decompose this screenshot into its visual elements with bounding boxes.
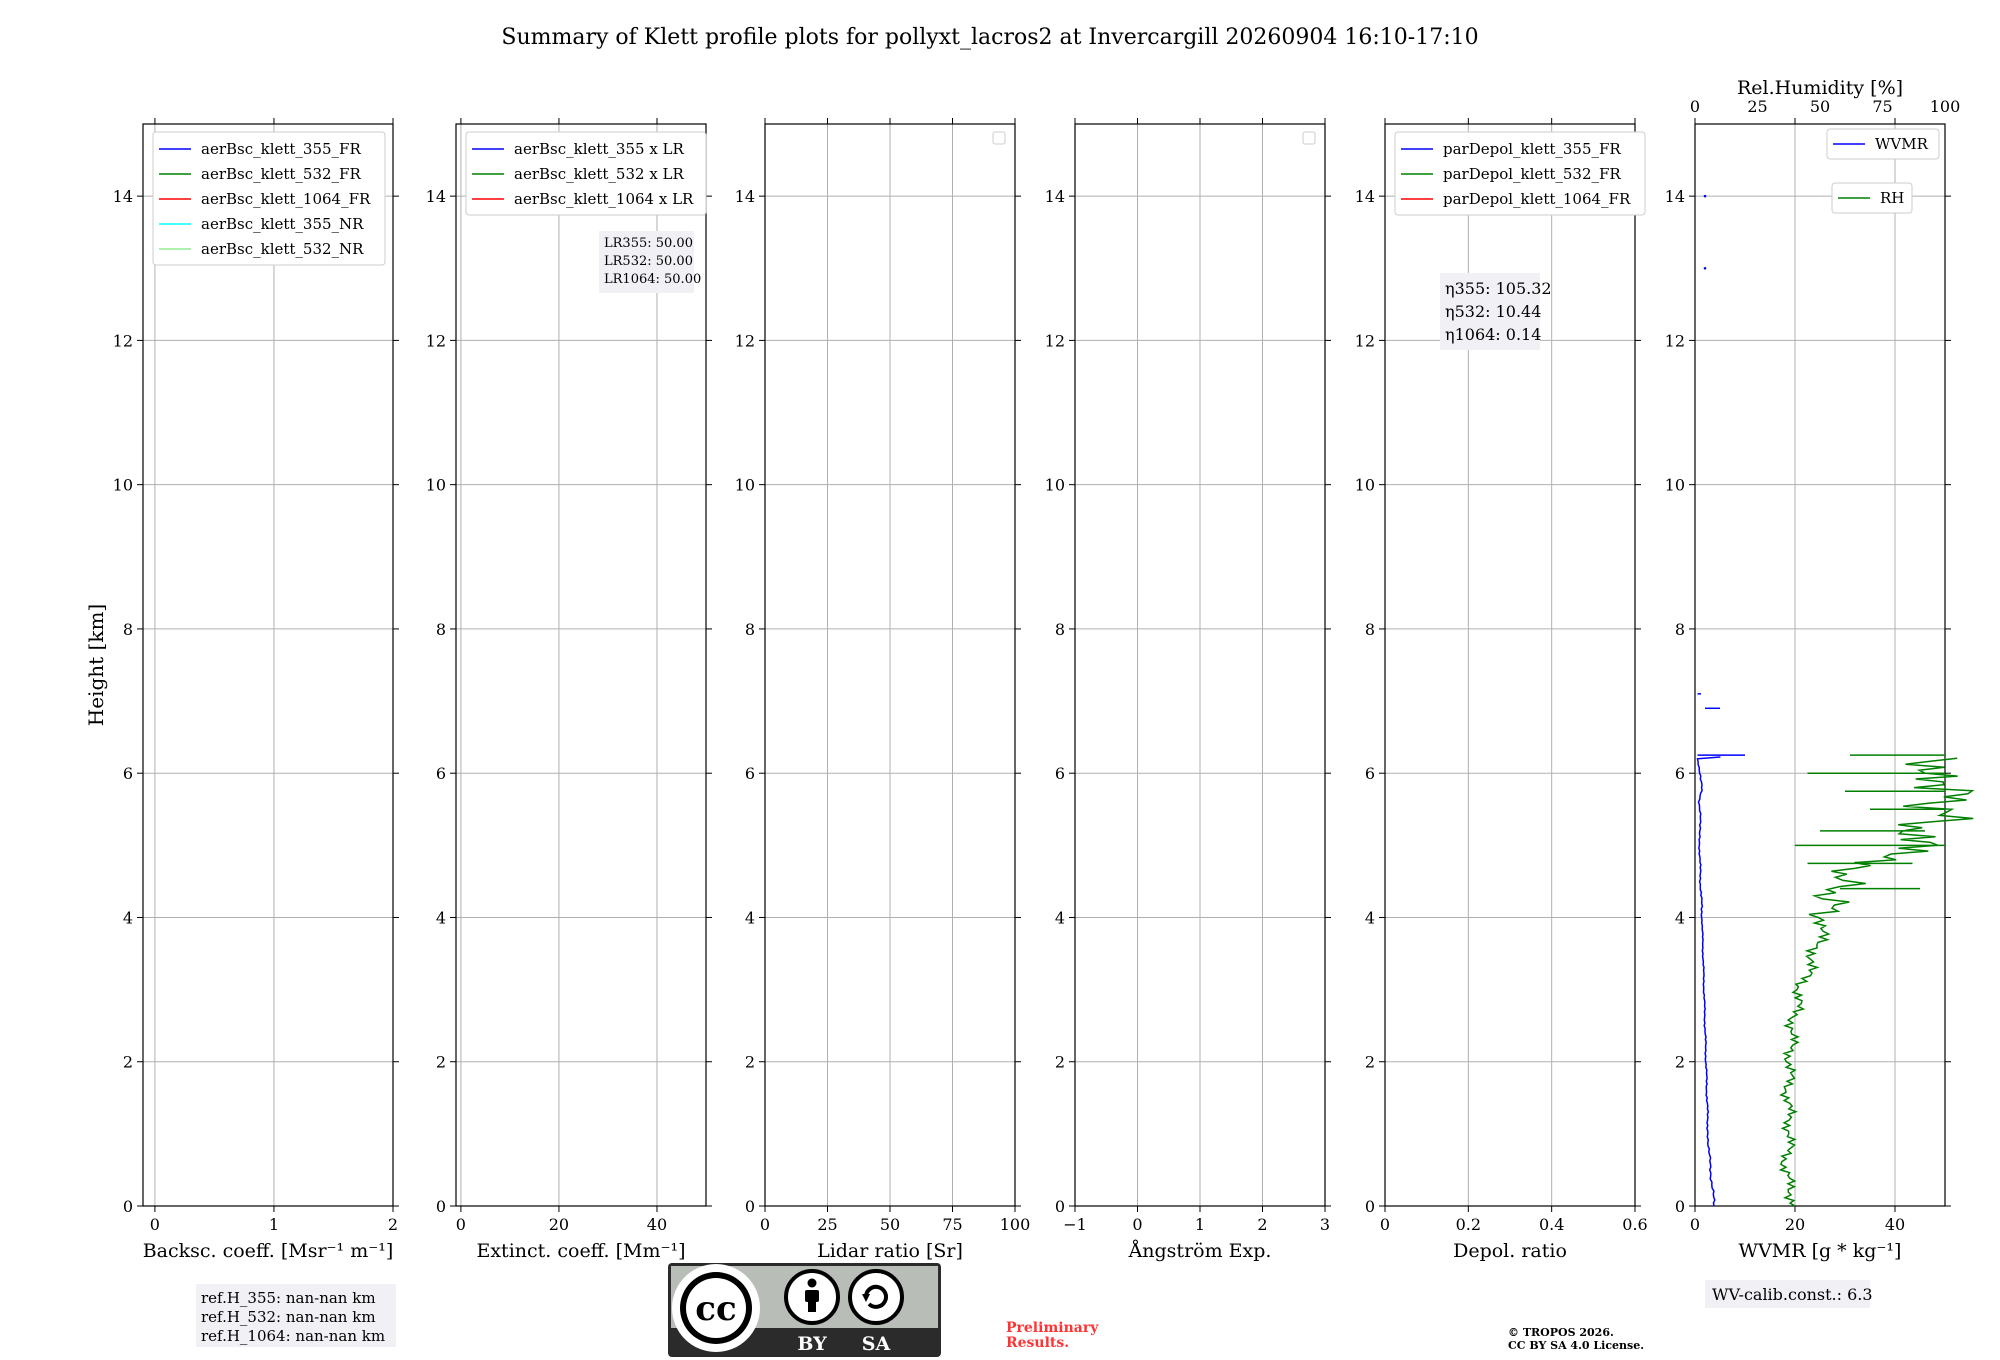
x-tick-label: 3 — [1319, 1215, 1331, 1234]
panel-frame — [143, 124, 393, 1206]
x-tick-label: 0.6 — [1622, 1215, 1648, 1234]
x-tick-label: 0 — [1689, 1215, 1701, 1234]
y-tick-label: 14 — [425, 187, 446, 207]
panels-group — [113, 77, 1974, 1262]
y-tick-label: 4 — [122, 908, 133, 928]
y-tick-label: 0 — [744, 1197, 755, 1216]
ref-heights-box — [196, 1284, 396, 1347]
wv-calib-box — [1705, 1280, 1873, 1308]
y-tick-label: 12 — [1354, 331, 1375, 351]
y-tick-label: 0 — [435, 1197, 446, 1216]
x-tick-label: 0.4 — [1538, 1215, 1565, 1234]
x-tick-label: 2 — [1257, 1215, 1268, 1234]
panel-wv — [1665, 77, 1961, 1262]
y-tick-label: 10 — [425, 475, 446, 495]
preliminary-line-2: Results. — [1006, 1335, 1070, 1351]
rh-line — [1781, 758, 1974, 1206]
y-tick-label: 14 — [734, 187, 755, 207]
x-axis-label: Extinct. coeff. [Mm⁻¹] — [476, 1240, 686, 1262]
legend-label: aerBsc_klett_532 x LR — [514, 165, 684, 183]
info-line: LR1064: 50.00 — [604, 272, 702, 287]
y-axis-label: Height [km] — [84, 603, 108, 727]
y-tick-label: 10 — [1354, 475, 1375, 495]
legend-label: aerBsc_klett_1064 x LR — [514, 190, 694, 208]
panel-bsc — [113, 118, 399, 1262]
legend-label: parDepol_klett_355_FR — [1443, 140, 1621, 158]
y-tick-label: 12 — [425, 331, 446, 351]
info-line: LR355: 50.00 — [604, 236, 693, 251]
top-x-tick-label: 0 — [1689, 97, 1701, 116]
badge-sa-label: SA — [861, 1333, 891, 1355]
y-tick-label: 14 — [112, 187, 133, 207]
x-tick-label: 0 — [1132, 1215, 1143, 1234]
legend-label: WVMR — [1875, 135, 1928, 153]
x-tick-label: 50 — [879, 1215, 901, 1234]
top-x-tick-label: 100 — [1929, 97, 1961, 116]
empty-legend-box — [993, 132, 1005, 144]
y-tick-label: 4 — [435, 908, 446, 928]
top-x-tick-label: 25 — [1747, 97, 1768, 116]
y-tick-label: 12 — [1044, 331, 1065, 351]
x-axis-label: Backsc. coeff. [Msr⁻¹ m⁻¹] — [142, 1240, 394, 1262]
legend-label: RH — [1880, 189, 1905, 207]
y-tick-label: 8 — [435, 619, 446, 639]
y-tick-label: 2 — [435, 1052, 446, 1072]
figure-title: Summary of Klett profile plots for pollyxt_lacros2 at Invercargill 20260904 16:10-17:10 — [501, 25, 1479, 50]
y-tick-label: 2 — [1054, 1052, 1065, 1072]
x-tick-label: 75 — [942, 1215, 963, 1234]
x-tick-label: 0 — [1379, 1215, 1391, 1234]
wv-series-group — [1698, 195, 1974, 1206]
y-tick-label: 10 — [1044, 475, 1065, 495]
y-tick-label: 6 — [435, 764, 446, 784]
y-tick-label: 4 — [1364, 908, 1375, 928]
top-x-axis-label: Rel.Humidity [%] — [1736, 77, 1904, 99]
y-tick-label: 12 — [734, 331, 755, 351]
x-axis-label: Ångström Exp. — [1128, 1240, 1272, 1262]
y-tick-label: 8 — [1054, 619, 1065, 639]
legend-label: parDepol_klett_1064_FR — [1443, 190, 1631, 208]
cc-by-sa-badge — [668, 1263, 941, 1357]
y-tick-label: 6 — [1674, 764, 1685, 784]
y-tick-label: 4 — [744, 908, 755, 928]
y-tick-label: 2 — [744, 1052, 755, 1072]
y-tick-label: 6 — [1054, 764, 1065, 784]
y-tick-label: 2 — [122, 1052, 133, 1072]
info-line: η532: 10.44 — [1445, 302, 1542, 321]
x-tick-label: −1 — [1063, 1215, 1087, 1234]
wv-calib-text: WV-calib.const.: 6.3 — [1712, 1285, 1873, 1304]
legend-label: aerBsc_klett_532_FR — [201, 165, 361, 183]
panel-ext — [426, 118, 712, 1262]
x-tick-label: 1 — [1194, 1215, 1206, 1234]
x-axis-label: Lidar ratio [Sr] — [817, 1240, 963, 1262]
y-tick-label: 14 — [1664, 187, 1685, 207]
y-tick-label: 8 — [744, 619, 755, 639]
x-tick-label: 20 — [1784, 1215, 1806, 1234]
x-tick-label: 20 — [548, 1215, 570, 1234]
wvmr-point — [1704, 195, 1707, 198]
cc-logo-text: cc — [695, 1289, 737, 1329]
badge-by-label: BY — [797, 1333, 827, 1355]
ref-height-1064: ref.H_1064: nan-nan km — [201, 1327, 386, 1345]
legend-label: parDepol_klett_532_FR — [1443, 165, 1621, 183]
wvmr-point — [1704, 267, 1707, 270]
info-line: η1064: 0.14 — [1445, 325, 1542, 344]
panel-depol — [1355, 118, 1648, 1262]
empty-legend-box — [1303, 132, 1315, 144]
y-tick-label: 2 — [1364, 1052, 1375, 1072]
y-tick-label: 12 — [112, 331, 133, 351]
y-tick-label: 10 — [1664, 475, 1685, 495]
top-x-tick-label: 50 — [1809, 97, 1831, 116]
x-tick-label: 40 — [1884, 1215, 1906, 1234]
y-tick-label: 0 — [1674, 1197, 1685, 1216]
y-tick-label: 6 — [122, 764, 133, 784]
y-tick-label: 6 — [744, 764, 755, 784]
y-tick-label: 0 — [1364, 1197, 1375, 1216]
y-tick-label: 0 — [1054, 1197, 1065, 1216]
panel-lr — [735, 118, 1031, 1262]
x-axis-label: Depol. ratio — [1453, 1240, 1567, 1262]
x-tick-label: 0 — [455, 1215, 466, 1234]
x-tick-label: 2 — [387, 1215, 399, 1234]
by-icon — [786, 1271, 838, 1323]
y-tick-label: 2 — [1674, 1052, 1685, 1072]
y-tick-label: 12 — [1664, 331, 1685, 351]
y-tick-label: 10 — [734, 475, 755, 495]
x-tick-label: 0 — [149, 1215, 160, 1234]
y-tick-label: 8 — [122, 619, 133, 639]
y-tick-label: 14 — [1354, 187, 1375, 207]
copyright-line-2: CC BY SA 4.0 License. — [1508, 1339, 1645, 1352]
x-tick-label: 0.2 — [1455, 1215, 1482, 1234]
y-tick-label: 0 — [122, 1197, 133, 1216]
x-tick-label: 0 — [759, 1215, 771, 1234]
y-tick-label: 6 — [1364, 764, 1375, 784]
x-tick-label: 1 — [268, 1215, 280, 1234]
legend-label: aerBsc_klett_1064_FR — [201, 190, 371, 208]
y-tick-label: 10 — [112, 475, 133, 495]
top-x-tick-label: 75 — [1872, 97, 1893, 116]
info-line: η355: 105.32 — [1445, 279, 1552, 298]
y-tick-label: 8 — [1674, 619, 1685, 639]
x-tick-label: 25 — [817, 1215, 838, 1234]
x-axis-label: WVMR [g * kg⁻¹] — [1738, 1240, 1902, 1262]
y-tick-label: 8 — [1364, 619, 1375, 639]
y-tick-label: 14 — [1044, 187, 1065, 207]
panel-frame — [1695, 124, 1945, 1206]
wvmr-line — [1698, 757, 1721, 1206]
ref-height-355: ref.H_355: nan-nan km — [201, 1289, 376, 1307]
legend-label: aerBsc_klett_355 x LR — [514, 140, 684, 158]
x-tick-label: 40 — [646, 1215, 668, 1234]
x-tick-label: 100 — [999, 1215, 1031, 1234]
copyright-line-1: © TROPOS 2026. — [1508, 1326, 1614, 1339]
legend-label: aerBsc_klett_532_NR — [201, 240, 364, 258]
y-tick-label: 4 — [1054, 908, 1065, 928]
panel-ang — [1045, 118, 1331, 1262]
ref-height-532: ref.H_532: nan-nan km — [201, 1308, 376, 1326]
legend-label: aerBsc_klett_355_NR — [201, 215, 364, 233]
legend-label: aerBsc_klett_355_FR — [201, 140, 361, 158]
sa-icon — [850, 1271, 902, 1323]
info-line: LR532: 50.00 — [604, 254, 693, 269]
y-tick-label: 4 — [1674, 908, 1685, 928]
preliminary-line-1: Preliminary — [1006, 1320, 1099, 1336]
